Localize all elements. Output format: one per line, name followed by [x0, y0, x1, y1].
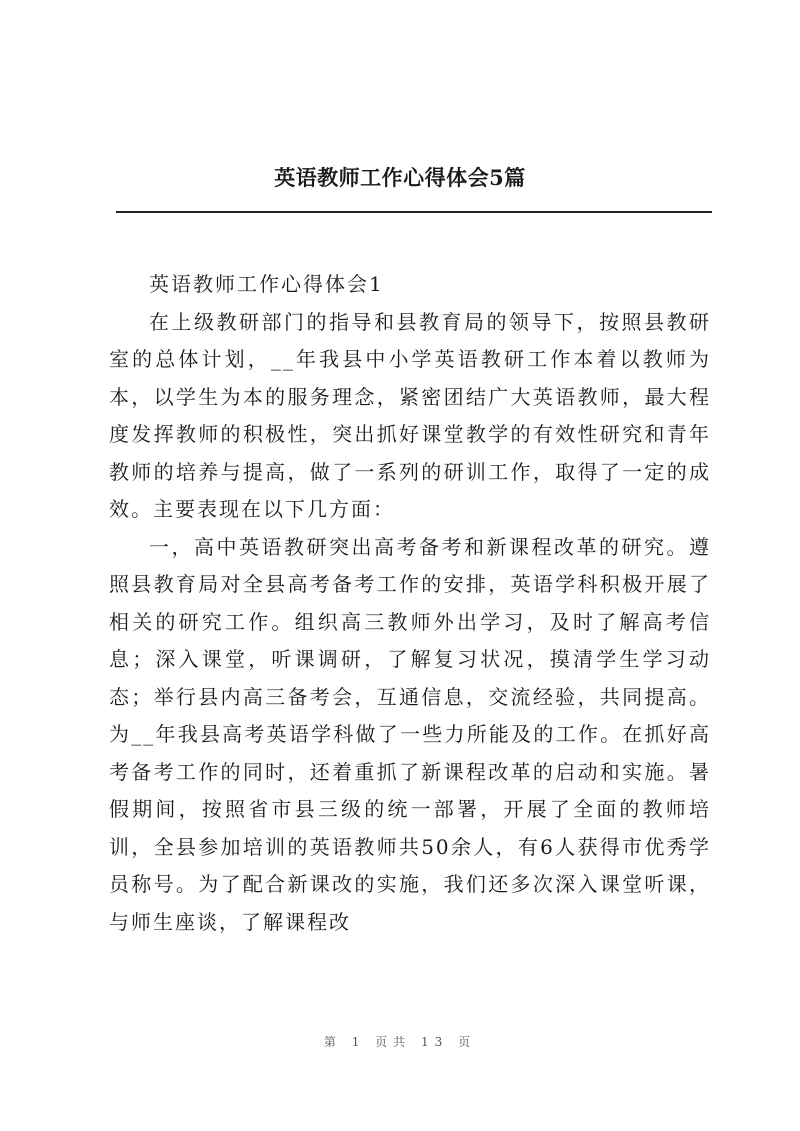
title-divider — [116, 211, 712, 213]
document-body — [109, 266, 711, 941]
section-heading: 英语教师工作心得体会1 — [149, 272, 384, 296]
body-paragraph: 一，高中英语教研突出高考备考和新课程改革的研究。遵照县教育局对全县高考备考工作的安排，英语学科积极开展了相关的研究工作。组织高三教师外出学习，及时了解高考信息；深入课堂，听课调研，了解复习状况，摸清学生学习动态；举行县内高三备考会，互通信息，交流经验，共同提高。为__年我县高考英语学科做了一些力所能及的工作。在抓好高考备考工作的同时，还着重抓了新课程改革的启动和实施。暑假期间，按照省市县三级的统一部署，开展了全面的教师培训，全县参加培训的英语教师共50余人，有6人获得市优秀学员称号。为了配合新课改的实施，我们还多次深入课堂听课，与师生座谈，了解课程改 — [109, 534, 711, 934]
body-paragraph: 在上级教研部门的指导和县教育局的领导下，按照县教研室的总体计划，__年我县中小学英语教研工作本着以教师为本，以学生为本的服务理念，紧密团结广大英语教师，最大程度发挥教师的积极性，突出抓好课堂教学的有效性研究和青年教师的培养与提高，做了一系列的研训工作，取得了一定的成效。主要表现在以下几方面： — [109, 309, 711, 521]
document-title: 英语教师工作心得体会5篇 — [274, 165, 526, 190]
page-footer: 第 1 页共 13 页 — [323, 1035, 477, 1049]
